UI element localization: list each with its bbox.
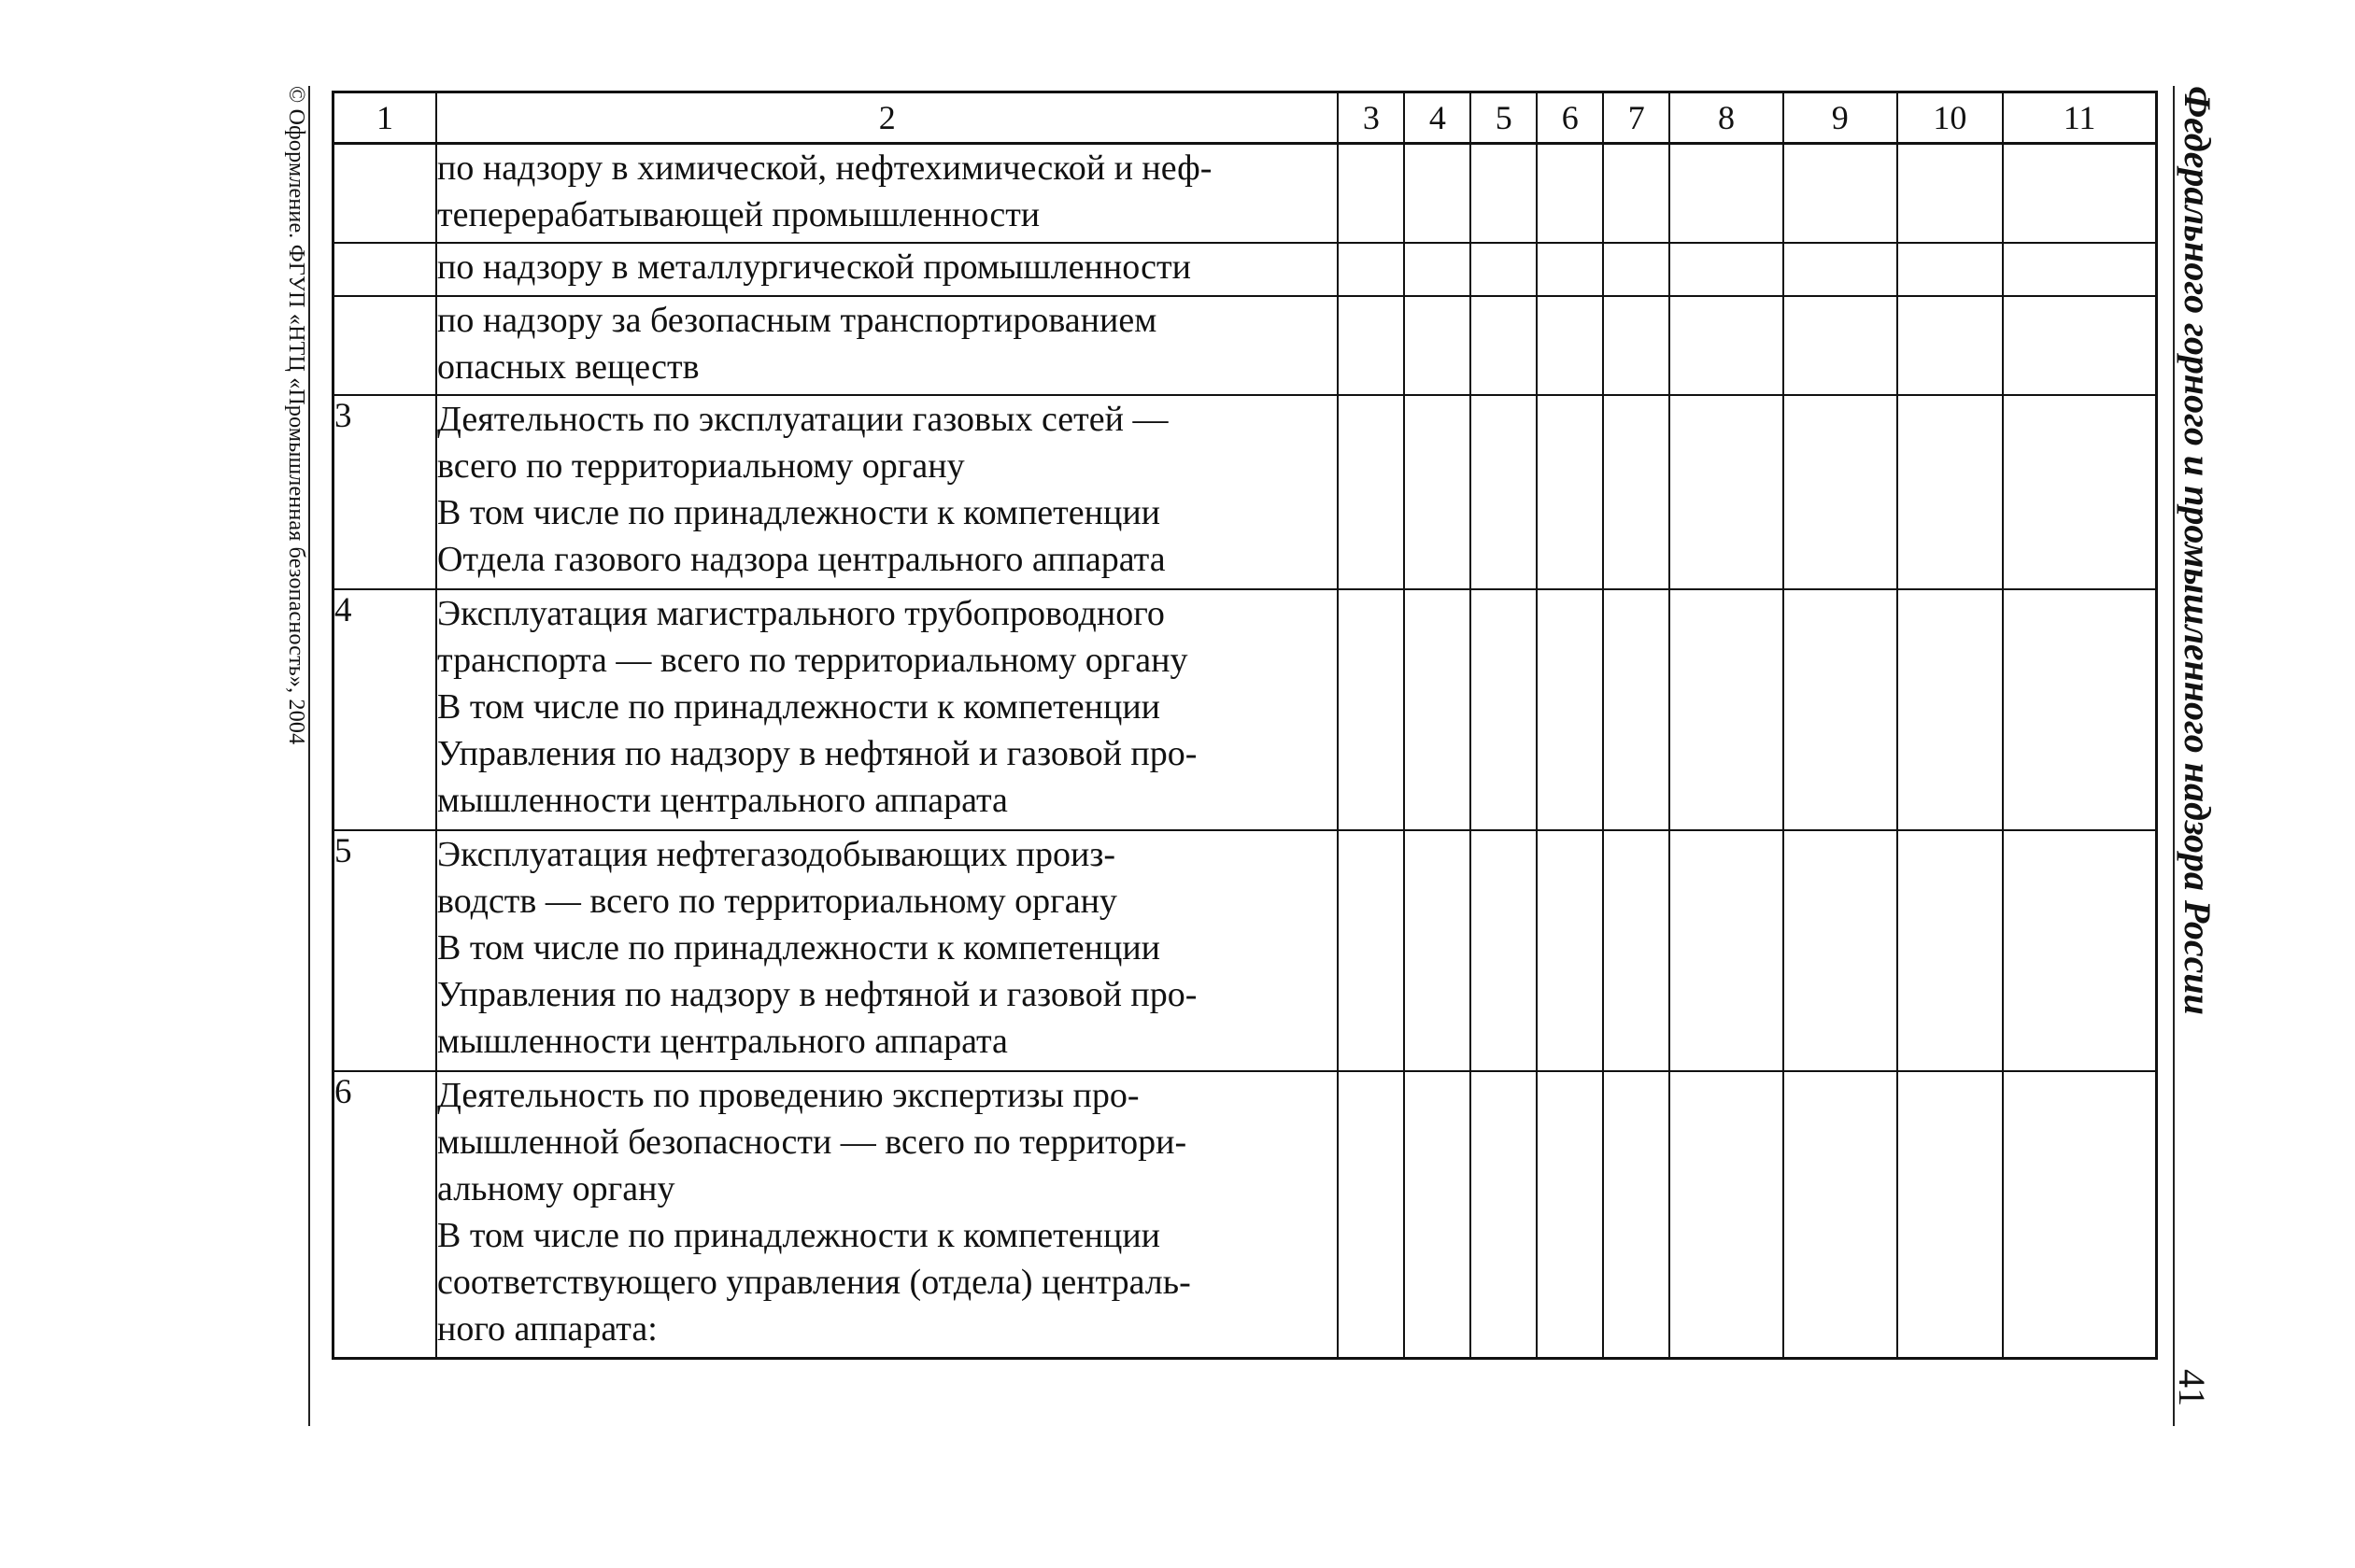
column-header: 6 (1537, 92, 1603, 144)
empty-cell (1470, 589, 1537, 830)
row-number: 6 (333, 1071, 437, 1359)
description-line: транспорта — всего по территориальному органу (437, 640, 1188, 680)
description-line: по надзору в химической, нефтехимической и неф- (437, 148, 1213, 188)
description-line: В том числе по принадлежности к компетенции (437, 1215, 1160, 1255)
empty-cell (1470, 830, 1537, 1071)
row-number (333, 243, 437, 296)
empty-cell (1338, 144, 1404, 243)
empty-cell (2003, 395, 2156, 589)
column-header: 1 (333, 92, 437, 144)
empty-cell (1470, 144, 1537, 243)
empty-cell (1338, 589, 1404, 830)
copyright-text: © Оформление. ФГУП «НТЦ «Промышленная безопасность», 2004 (284, 86, 308, 745)
running-head (2175, 86, 2221, 1020)
description-line: Эксплуатация магистрального трубопроводного (437, 593, 1165, 633)
description-line: Управления по надзору в нефтяной и газовой про- (437, 974, 1198, 1014)
column-header: 3 (1338, 92, 1404, 144)
empty-cell (1603, 144, 1669, 243)
empty-cell (2003, 589, 2156, 830)
empty-cell (1603, 589, 1669, 830)
empty-cell (1470, 296, 1537, 395)
empty-cell (1338, 243, 1404, 296)
copyright-note (280, 86, 308, 926)
table-row (333, 830, 2157, 1071)
table-row (333, 395, 2157, 589)
empty-cell (1603, 395, 1669, 589)
empty-cell (1404, 589, 1470, 830)
row-number: 3 (333, 395, 437, 589)
empty-cell (1470, 1071, 1537, 1359)
description-line: всего по территориальному органу (437, 445, 965, 486)
page-number (2173, 1363, 2220, 1429)
empty-cell (1783, 395, 1897, 589)
empty-cell (1897, 1071, 2004, 1359)
empty-cell (1470, 243, 1537, 296)
row-description (436, 1071, 1338, 1359)
empty-cell (1603, 243, 1669, 296)
table-row (333, 243, 2157, 296)
row-description (436, 144, 1338, 243)
empty-cell (2003, 830, 2156, 1071)
column-header: 10 (1897, 92, 2004, 144)
table-header-row (333, 92, 2157, 144)
empty-cell (2003, 296, 2156, 395)
empty-cell (1404, 243, 1470, 296)
empty-cell (1897, 830, 2004, 1071)
empty-cell (1669, 830, 1783, 1071)
empty-cell (2003, 243, 2156, 296)
description-line: теперерабатывающей промышленности (437, 195, 1041, 234)
row-number: 5 (333, 830, 437, 1071)
page-number-text: 41 (2171, 1369, 2213, 1406)
empty-cell (1404, 830, 1470, 1071)
empty-cell (1603, 1071, 1669, 1359)
empty-cell (1783, 144, 1897, 243)
description-line: по надзору в металлургической промышленности (437, 247, 1191, 287)
column-header: 7 (1603, 92, 1669, 144)
description-line: соответствующего управления (отдела) централь- (437, 1262, 1191, 1302)
description-line: опасных веществ (437, 346, 700, 387)
empty-cell (1537, 395, 1603, 589)
empty-cell (1537, 243, 1603, 296)
empty-cell (1783, 243, 1897, 296)
empty-cell (1783, 1071, 1897, 1359)
empty-cell (1897, 395, 2004, 589)
empty-cell (1338, 830, 1404, 1071)
column-header: 8 (1669, 92, 1783, 144)
empty-cell (2003, 144, 2156, 243)
description-line: мышленности центрального аппарата (437, 1021, 1008, 1061)
empty-cell (1603, 830, 1669, 1071)
empty-cell (1338, 296, 1404, 395)
row-description (436, 830, 1338, 1071)
description-line: В том числе по принадлежности к компетенции (437, 492, 1160, 532)
description-line: Эксплуатация нефтегазодобывающих произ- (437, 834, 1115, 874)
running-head-text: Федерального горного и промышленного надзора России (2177, 86, 2219, 1015)
description-line: Управления по надзору в нефтяной и газовой про- (437, 733, 1198, 773)
description-line: по надзору за безопасным транспортированием (437, 300, 1157, 340)
description-line: Деятельность по эксплуатации газовых сетей — (437, 399, 1169, 439)
empty-cell (1537, 144, 1603, 243)
table-row (333, 144, 2157, 243)
empty-cell (1338, 395, 1404, 589)
row-number (333, 296, 437, 395)
row-number: 4 (333, 589, 437, 830)
row-number (333, 144, 437, 243)
empty-cell (1338, 1071, 1404, 1359)
description-line: Деятельность по проведению экспертизы про- (437, 1075, 1140, 1115)
empty-cell (1537, 589, 1603, 830)
empty-cell (1897, 296, 2004, 395)
description-line: мышленной безопасности — всего по территори- (437, 1122, 1187, 1162)
description-line: В том числе по принадлежности к компетенции (437, 686, 1160, 727)
row-description (436, 296, 1338, 395)
column-header: 5 (1470, 92, 1537, 144)
empty-cell (1669, 589, 1783, 830)
empty-cell (1783, 296, 1897, 395)
column-header: 4 (1404, 92, 1470, 144)
empty-cell (1897, 144, 2004, 243)
empty-cell (1783, 589, 1897, 830)
empty-cell (1404, 395, 1470, 589)
empty-cell (1897, 243, 2004, 296)
empty-cell (1669, 296, 1783, 395)
empty-cell (1669, 395, 1783, 589)
data-table (332, 91, 2158, 1360)
empty-cell (1669, 1071, 1783, 1359)
table-row (333, 589, 2157, 830)
empty-cell (1537, 830, 1603, 1071)
empty-cell (1897, 589, 2004, 830)
empty-cell (1537, 1071, 1603, 1359)
row-description (436, 243, 1338, 296)
description-line: В том числе по принадлежности к компетенции (437, 927, 1160, 968)
empty-cell (2003, 1071, 2156, 1359)
column-header: 9 (1783, 92, 1897, 144)
row-description (436, 395, 1338, 589)
empty-cell (1669, 144, 1783, 243)
empty-cell (1669, 243, 1783, 296)
column-header: 2 (436, 92, 1338, 144)
description-line: Отдела газового надзора центрального аппарата (437, 539, 1166, 579)
left-margin-rule (308, 86, 310, 1426)
empty-cell (1783, 830, 1897, 1071)
empty-cell (1603, 296, 1669, 395)
table-row (333, 296, 2157, 395)
empty-cell (1537, 296, 1603, 395)
empty-cell (1404, 144, 1470, 243)
description-line: водств — всего по территориальному органу (437, 881, 1117, 921)
empty-cell (1404, 1071, 1470, 1359)
empty-cell (1404, 296, 1470, 395)
description-line: альному органу (437, 1168, 675, 1208)
row-description (436, 589, 1338, 830)
table-row (333, 1071, 2157, 1359)
description-line: мышленности центрального аппарата (437, 780, 1008, 820)
empty-cell (1470, 395, 1537, 589)
description-line: ного аппарата: (437, 1308, 658, 1349)
column-header: 11 (2003, 92, 2156, 144)
